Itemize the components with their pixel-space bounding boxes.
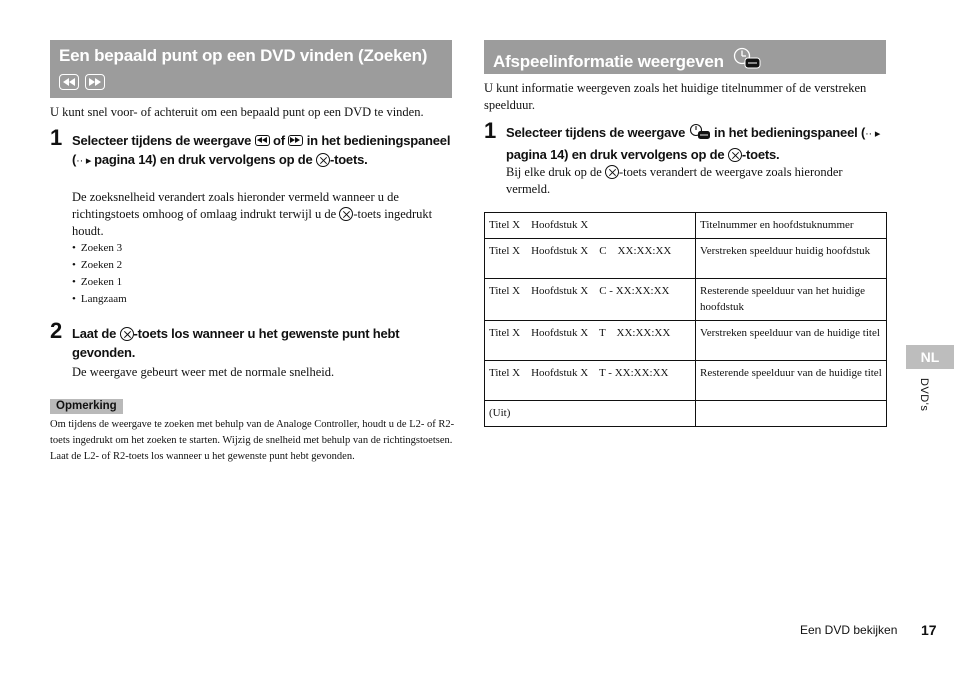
- table-cell-display: Titel X Hoofdstuk X C XX:XX:XX: [485, 239, 696, 279]
- cross-button-icon: [316, 153, 330, 167]
- footer-chapter-title: Een DVD bekijken: [800, 623, 898, 637]
- list-item: • Zoeken 1: [72, 274, 272, 291]
- table-cell-display: Titel X Hoofdstuk X T XX:XX:XX: [485, 321, 696, 361]
- table-row: [485, 401, 887, 427]
- table-row: [485, 321, 887, 361]
- right-heading-title: Afspeelinformatie weergeven: [493, 52, 724, 71]
- left-section-heading: [50, 40, 452, 98]
- left-step2-description: De weergave gebeurt weer met de normale snelheid.: [72, 365, 335, 379]
- table-cell-display: Titel X Hoofdstuk X C - XX:XX:XX: [485, 279, 696, 321]
- table-cell-meaning: Verstreken speelduur van de huidige titel: [696, 321, 887, 361]
- right-intro: U kunt informatie weergeven zoals het huidige titelnummer of de verstreken speelduur.: [484, 81, 867, 112]
- right-section-heading: [484, 40, 886, 74]
- table-cell-meaning: Resterende speelduur van het huidige hoofdstuk: [696, 279, 887, 321]
- table-cell-meaning: Resterende speelduur van de huidige titel: [696, 361, 887, 401]
- info-display-icon: [689, 123, 711, 145]
- table-row: [485, 279, 887, 321]
- info-display-icon: [732, 47, 762, 76]
- rewind-icon: [59, 74, 79, 90]
- table-row: [485, 213, 887, 239]
- list-item: • Zoeken 2: [72, 257, 272, 274]
- search-speed-list: [72, 240, 272, 308]
- table-cell-meaning: [696, 401, 887, 427]
- left-heading-title: Een bepaald punt op een DVD vinden (Zoeken): [59, 46, 428, 65]
- page-reference-arrow-icon: ·· ▸: [865, 128, 881, 140]
- right-step1-number: 1: [484, 118, 497, 143]
- table-cell-meaning: Titelnummer en hoofdstuknummer: [696, 213, 887, 239]
- page-number: 17: [921, 622, 937, 638]
- rewind-icon: [255, 135, 270, 146]
- right-step1-description: Bij elke druk op de -toets verandert de weergave zoals hieronder vermeld.: [506, 165, 843, 196]
- table-row: [485, 239, 887, 279]
- cross-button-icon: [120, 327, 134, 341]
- table-row: [485, 361, 887, 401]
- right-step1-instruction: Selecteer tijdens de weergave in het bedieningspaneel (·· ▸ pagina 14) en druk vervolgens op de -toets.: [506, 125, 881, 162]
- section-side-label: DVD's: [918, 378, 930, 412]
- fast-forward-icon: [288, 135, 303, 146]
- left-step1-instruction: Selecteer tijdens de weergave of in het bedieningspaneel (·· ▸ pagina 14) en druk vervolgens op de -toets.: [72, 133, 451, 167]
- fast-forward-icon: [85, 74, 105, 90]
- cross-button-icon: [339, 207, 353, 221]
- left-intro: U kunt snel voor- of achteruit om een bepaald punt op een DVD te vinden.: [50, 105, 424, 119]
- note-label: Opmerking: [50, 399, 123, 414]
- left-step2-number: 2: [50, 318, 63, 343]
- table-cell-display: (Uit): [485, 401, 696, 427]
- list-item: • Zoeken 3: [72, 240, 272, 257]
- page-reference-arrow-icon: ·· ▸: [76, 155, 95, 167]
- table-cell-display: Titel X Hoofdstuk X T - XX:XX:XX: [485, 361, 696, 401]
- left-step1-description: De zoeksnelheid verandert zoals hieronder vermeld wanneer u de richtingstoets omhoog of omlaag indrukt terwijl u de -toets ingedrukt houdt.: [72, 190, 433, 238]
- note-text: Om tijdens de weergave te zoeken met behulp van de Analoge Controller, houdt u de L2- of R2-toets ingedrukt om het zoeken te starten. Wijzig de snelheid met behulp van de richtingstoetsen. Laat de L2- of R2-toets los wanneer u het gewenste punt hebt gevonden.: [50, 419, 455, 462]
- cross-button-icon: [605, 165, 619, 179]
- list-item: • Langzaam: [72, 291, 272, 308]
- language-tab: NL: [906, 345, 954, 369]
- table-cell-meaning: Verstreken speelduur huidig hoofdstuk: [696, 239, 887, 279]
- table-cell-display: Titel X Hoofdstuk X: [485, 213, 696, 239]
- left-step2-instruction: Laat de -toets los wanneer u het gewenste punt hebt gevonden.: [72, 326, 400, 360]
- playback-info-table: [484, 212, 887, 427]
- left-step1-number: 1: [50, 125, 63, 150]
- cross-button-icon: [728, 148, 742, 162]
